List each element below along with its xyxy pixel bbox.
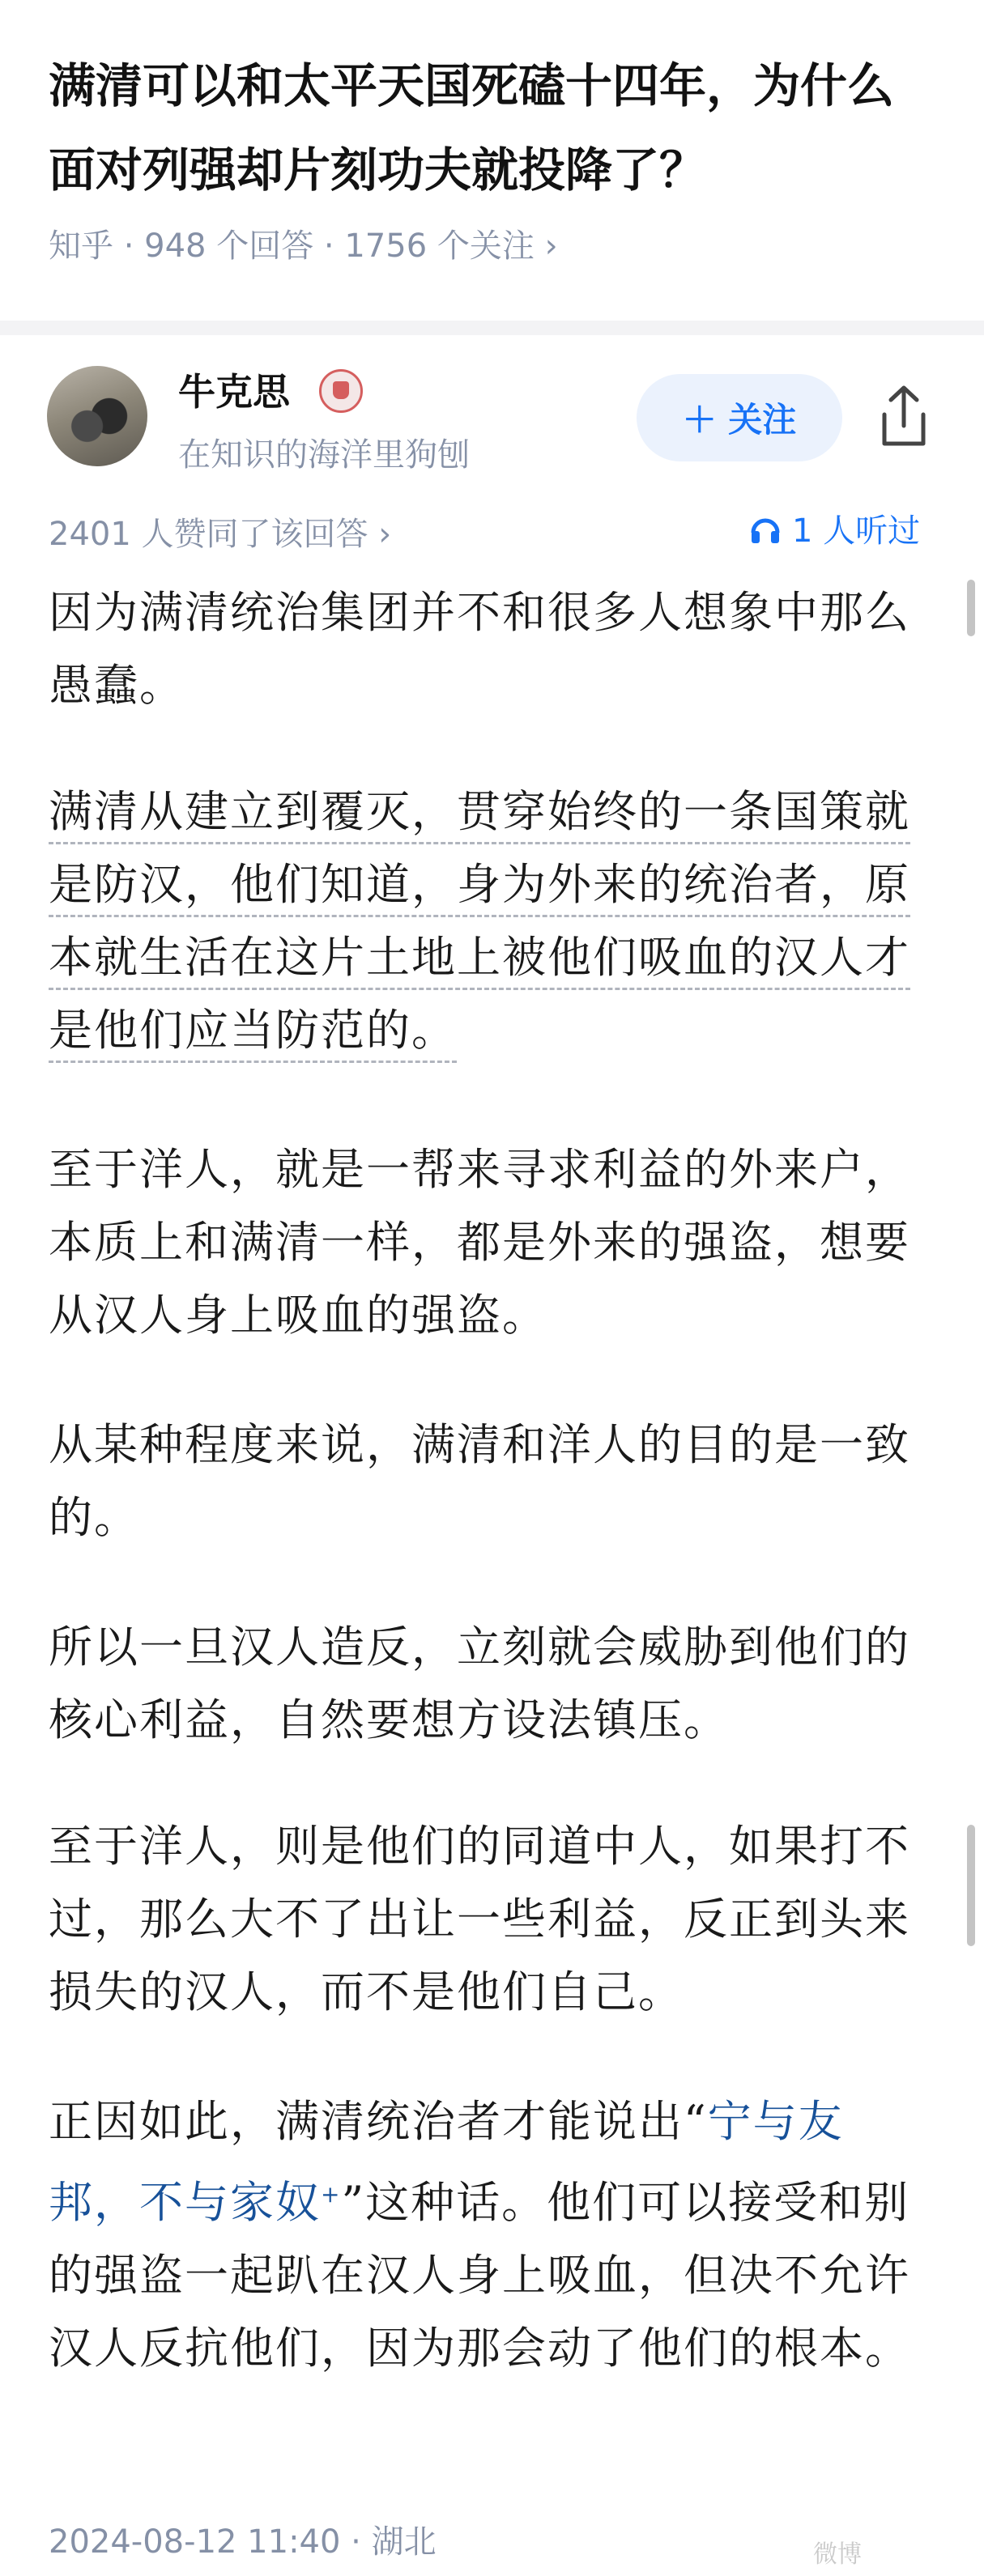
avatar[interactable] bbox=[47, 366, 147, 466]
answer-paragraph: 从某种程度来说，满清和洋人的目的是一致的。 bbox=[49, 1419, 910, 1543]
share-icon[interactable] bbox=[873, 384, 935, 450]
answer-paragraph bbox=[49, 2085, 923, 2385]
author-name[interactable]: 牛克思 bbox=[178, 370, 290, 414]
listen-count[interactable] bbox=[748, 505, 920, 551]
headphone-icon bbox=[748, 512, 782, 546]
answer-paragraph: 因为满清统治集团并不和很多人想象中那么愚蠢。 bbox=[49, 587, 910, 711]
scrollbar-thumb[interactable] bbox=[967, 1825, 975, 1946]
underlined-text[interactable]: 满清从建立到覆灭，贯穿始终的一条国策就是防汉，他们知道，身为外来的统治者，原本就生活在这片土地上被他们吸血的汉人才是他们应当防范的。 bbox=[49, 786, 910, 1063]
answer-paragraph: 至于洋人，就是一帮来寻求利益的外来户，本质上和满清一样，都是外来的强盗，想要从汉人身上吸血的强盗。 bbox=[49, 1144, 910, 1341]
question-title[interactable]: 满清可以和太平天国死磕十四年，为什么面对列强却片刻功夫就投降了？ bbox=[49, 58, 895, 198]
follow-button[interactable]: ＋ 关注 bbox=[637, 374, 842, 461]
topic-link[interactable]: 宁与友邦，不与家奴 bbox=[49, 2096, 844, 2228]
author-bio: 在知识的海洋里狗刨 bbox=[178, 436, 470, 474]
paragraph-text: 正因如此，满清统治者才能说出“ bbox=[49, 2096, 708, 2147]
scrollbar-thumb[interactable] bbox=[967, 580, 975, 636]
section-divider bbox=[0, 321, 984, 335]
question-meta[interactable]: 知乎 · 948 个回答 · 1756 个关注 › bbox=[49, 227, 558, 265]
watermark: 微博 bbox=[813, 2540, 862, 2569]
upvote-count[interactable]: 2401 人赞同了该回答 › bbox=[49, 516, 392, 553]
answer-paragraph: 至于洋人，则是他们的同道中人，如果打不过，那么大不了出让一些利益，反正到头来损失的汉人，而不是他们自己。 bbox=[49, 1821, 910, 2017]
answer-paragraph: 所以一旦汉人造反，立刻就会威胁到他们的核心利益，自然要想方设法镇压。 bbox=[49, 1622, 910, 1745]
badge-icon bbox=[319, 369, 363, 413]
paragraph-text: ”这种话。他们可以接受和别的强盗一起趴在汉人身上吸血，但决不允许汉人反抗他们，因为那会动了他们的根本。 bbox=[49, 2177, 910, 2374]
answer-paragraph-highlighted bbox=[49, 776, 923, 1067]
question-header bbox=[0, 0, 984, 321]
answer-timestamp: 2024-08-12 11:40 · 湖北 bbox=[49, 2523, 437, 2561]
link-plus-icon: + bbox=[321, 2181, 342, 2208]
listen-label: 1 人听过 bbox=[792, 512, 921, 550]
